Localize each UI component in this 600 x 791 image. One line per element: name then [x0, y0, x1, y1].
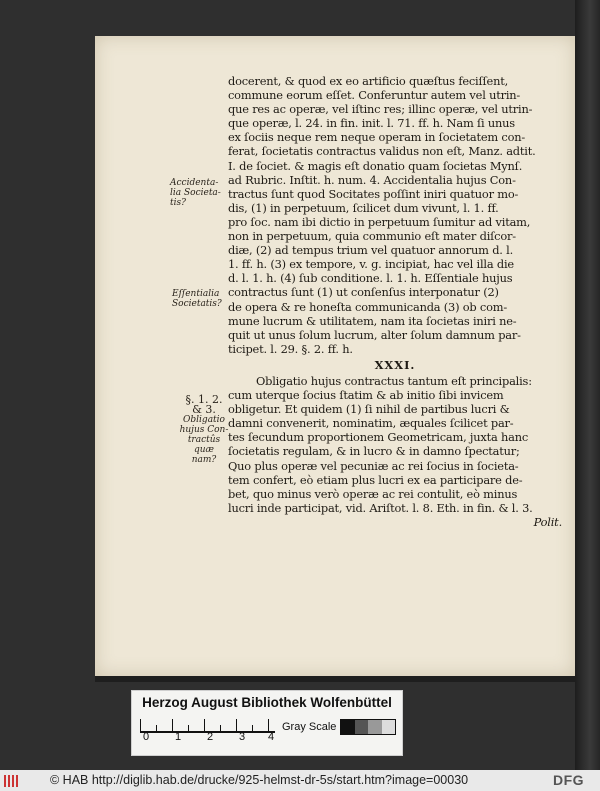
text-line: bet, quo minus verò operæ ac rei contulit, eò minus [228, 486, 518, 501]
text-line: que operæ, l. 24. in fin. init. l. 71. ff. h. Nam ſi unus [228, 116, 515, 131]
main-text [228, 74, 562, 529]
margin-note-line: tis? [170, 198, 186, 208]
text-line: tes ſecundum proportionem Geometricam, juxta hanc [228, 430, 529, 445]
text-line: damni convenerit, nominatim, æquales ſcilicet par- [228, 416, 514, 431]
viewer-footer [0, 770, 600, 791]
margin-note-accidentalia [170, 178, 228, 208]
scale-number: 0 [143, 731, 150, 743]
text-line: ſocietatis regulam, & in lucro & in damno ſpectatur; [228, 444, 520, 459]
gray-swatch [382, 720, 396, 734]
margin-note-line: hujus Con- [179, 425, 229, 435]
scale-number: 4 [268, 731, 275, 743]
margin-note-essentialia [172, 289, 227, 309]
gray-swatch [341, 720, 355, 734]
text-line: commune eorum eſſet. Conferuntur autem vel utrin- [228, 88, 521, 103]
text-line: Quo plus operæ vel pecuniæ ac rei ſocius in ſocieta- [228, 458, 519, 473]
text-line: ticipet. l. 29. §. 2. ff. h. [228, 341, 353, 356]
text-line: d. l. 1. h. (4) ſub conditione. l. 1. h. Eſſentiale hujus [228, 271, 513, 286]
scale-number: 2 [207, 731, 214, 743]
text-line: diæ, (2) ad tempus trium vel quatuor annorum d. l. [228, 243, 513, 258]
margin-note-line: nam? [191, 455, 217, 465]
text-line: que res ac operæ, vel iſtinc res; illinc operæ, vel utrin- [228, 102, 533, 117]
scale-number: 1 [175, 731, 182, 743]
text-line: ad Rubric. Inſtit. h. num. 4. Accidentalia hujus Con- [228, 172, 516, 187]
gray-swatch [355, 720, 369, 734]
text-line: lucri inde participat, vid. Ariſtot. l. 8. Eth. in fin. & l. 3. [228, 500, 533, 515]
dfg-logo: DFG [553, 772, 585, 788]
text-line: tem confert, eò etiam plus lucri ex ea participare de- [228, 472, 523, 487]
text-line: docerent, & quod ex eo artificio quæſtus feciſſent, [228, 74, 509, 88]
hab-logo-icon [4, 775, 20, 787]
gray-scale-strip [340, 719, 396, 735]
source-link[interactable]: © HAB http://diglib.hab.de/drucke/925-helmst-dr-5s/start.htm?image=00030 [50, 773, 469, 787]
margin-note-line: Obligatio [183, 415, 225, 425]
text-line: contractus ſunt (1) ut conſenſus interponatur (2) [228, 285, 499, 300]
text-line: mune lucrum & utilitatem, nam ita ſocietas iniri ne- [228, 313, 517, 328]
text-line: de opera & re honeſta communicanda (3) ob com- [228, 299, 508, 314]
scale-number: 3 [239, 731, 246, 743]
margin-note-line: lia Societa- [170, 188, 221, 198]
text-line: Obligatio hujus contractus tantum eſt principalis: [256, 373, 532, 388]
section-heading: XXXI. [374, 357, 416, 372]
text-line: I. de ſociet. & magis eſt donatio quam ſocietas Mynſ. [228, 158, 523, 173]
gray-scale-label: Gray Scale [282, 721, 337, 733]
text-line-last: Polit. [533, 514, 562, 529]
page-edge [95, 676, 575, 682]
margin-note-line: & 3. [192, 403, 216, 416]
text-line: quit ut unus ſolum lucrum, alter ſolum damnum par- [228, 327, 521, 342]
text-line: cum uterque ſocius ſtatim & ab initio ſibi invicem [228, 388, 504, 403]
text-line: tractus ſunt quod Socitates poſſint iniri quatuor mo- [228, 186, 519, 201]
text-line: non in perpetuum, quia communio eſt mater diſcor- [228, 229, 516, 244]
book-spine [575, 0, 600, 770]
text-line: 1. ff. h. (3) ex tempore, v. g. incipiat, hac vel illa die [228, 257, 514, 272]
color-scale-card [131, 690, 403, 756]
margin-note-obligatio [178, 395, 230, 465]
margin-note-line: Eſſentialia [172, 289, 220, 299]
text-line: pro ſoc. nam ibi dictio in perpetuum ſumitur ad vitam, [228, 214, 531, 229]
gray-swatch [368, 720, 382, 734]
text-line: dis, (1) in perpetuum, ſcilicet dum vivunt, l. 1. ff. [228, 200, 499, 215]
text-line: ex ſociis neque rem neque operam in ſocietatem con- [228, 130, 526, 145]
text-line: ferat, ſocietatis contractus validus non eſt, Manz. adtit. [228, 144, 536, 159]
library-name: Herzog August Bibliothek Wolfenbüttel [142, 695, 392, 710]
text-line: obligetur. Et quidem (1) ſi nihil de partibus lucri & [228, 402, 510, 417]
margin-note-line: §. 1. 2. [185, 393, 223, 406]
margin-note-line: Accidenta- [170, 178, 219, 188]
margin-note-line: Societatis? [172, 299, 222, 309]
margin-note-line: tractûs quæ [187, 435, 221, 455]
